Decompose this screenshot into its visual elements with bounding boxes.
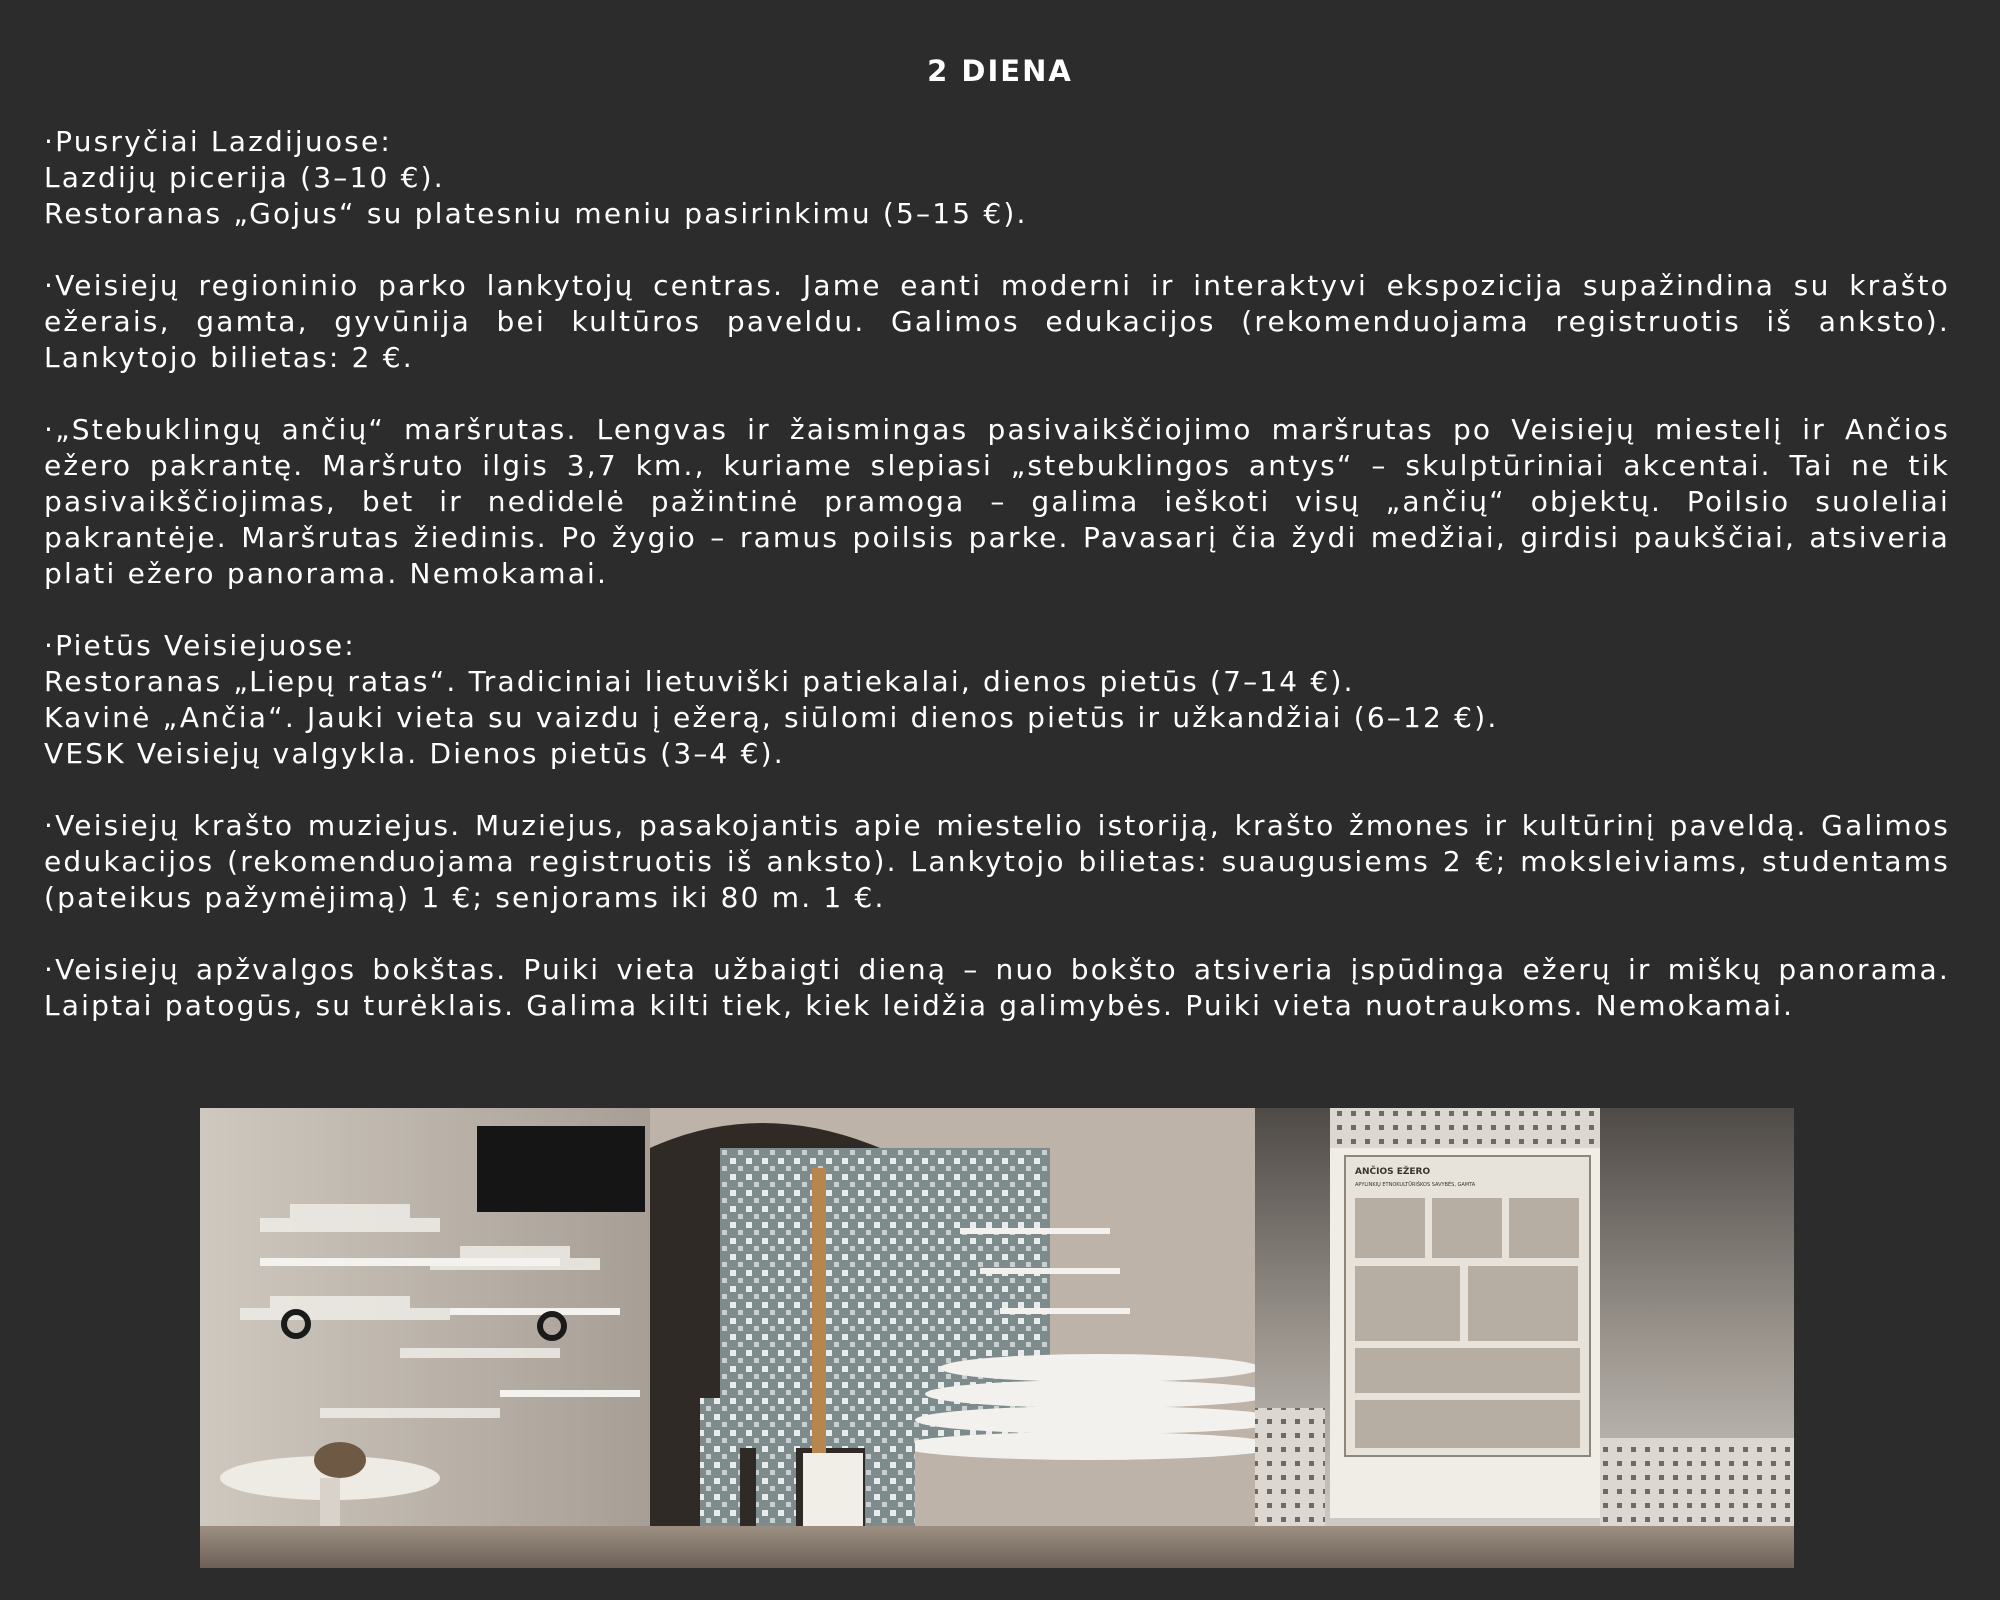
itinerary-content <box>44 124 1950 1060</box>
lunch-section <box>44 628 1950 772</box>
poster-subheading: APYLINKIŲ ETNOKULTŪRIŠKOS SAVYBĖS, GAMTA <box>1355 1182 1476 1188</box>
duck-route-section <box>44 412 1950 592</box>
museum-section <box>44 808 1950 916</box>
lunch-option: Restoranas „Liepų ratas“. Tradiciniai lietuviški patiekalai, dienos pietūs (7–14 €). <box>44 665 1355 698</box>
breakfast-section <box>44 124 1950 232</box>
duck-route-paragraph: ·„Stebuklingų ančių“ maršrutas. Lengvas ir žaismingas pasivaikščiojimo maršrutas po Veisiejų miestelį ir Ančios ežero pakrantę. Maršruto ilgis 3,7 km., kuriame slepiasi „stebuklingos antys“ – skulptūriniai akcentai. Tai ne tik pasivaikščiojimas, bet ir nedidelė pažintinė pramoga – galima ieškoti visų „ančių“ objektų. Poilsio suoleliai pakrantėje. Maršrutas žiedinis. Po žygio – ramus poilsis parke. Pavasarį čia žydi medžiai, girdisi paukščiai, atsiveria plati ežero panorama. Nemokamai. <box>44 413 1950 590</box>
lunch-option: Kavinė „Ančia“. Jauki vieta su vaizdu į ežerą, siūlomi dienos pietūs ir užkandžiai (6–12 €). <box>44 701 1499 734</box>
tower-section <box>44 952 1950 1024</box>
page-title: 2 DIENA <box>927 54 1073 88</box>
tower-paragraph: ·Veisiejų apžvalgos bokštas. Puiki vieta užbaigti dieną – nuo bokšto atsiveria įspūdinga ežerų ir miškų panorama. Laiptai patogūs, su turėklais. Galima kilti tiek, kiek leidžia galimybės. Puiki vieta nuotraukoms. Nemokamai. <box>44 953 1950 1022</box>
visitor-center-section <box>44 268 1950 376</box>
visitor-center-photo <box>200 1108 1794 1568</box>
lunch-heading: ·Pietūs Veisiejuose: <box>44 629 356 662</box>
poster-heading: ANČIOS EŽERO <box>1355 1167 1431 1177</box>
breakfast-option: Lazdijų picerija (3–10 €). <box>44 161 445 194</box>
breakfast-option: Restoranas „Gojus“ su platesniu meniu pasirinkimu (5–15 €). <box>44 197 1028 230</box>
exhibition-hall-illustration <box>200 1108 1794 1568</box>
visitor-center-paragraph: ·Veisiejų regioninio parko lankytojų centras. Jame eanti moderni ir interaktyvi ekspozicija supažindina su krašto ežerais, gamta, gyvūnija bei kultūros paveldu. Galimos edukacijos (rekomenduojama registruotis iš anksto). Lankytojo bilietas: 2 €. <box>44 269 1950 374</box>
lunch-option: VESK Veisiejų valgykla. Dienos pietūs (3–4 €). <box>44 737 785 770</box>
breakfast-heading: ·Pusryčiai Lazdijuose: <box>44 125 393 158</box>
museum-paragraph: ·Veisiejų krašto muziejus. Muziejus, pasakojantis apie miestelio istoriją, krašto žmones ir kultūrinį paveldą. Galimos edukacijos (rekomenduojama registruotis iš anksto). Lankytojo bilietas: suaugusiems 2 €; moksleiviams, studentams (pateikus pažymėjimą) 1 €; senjorams iki 80 m. 1 €. <box>44 809 1950 914</box>
